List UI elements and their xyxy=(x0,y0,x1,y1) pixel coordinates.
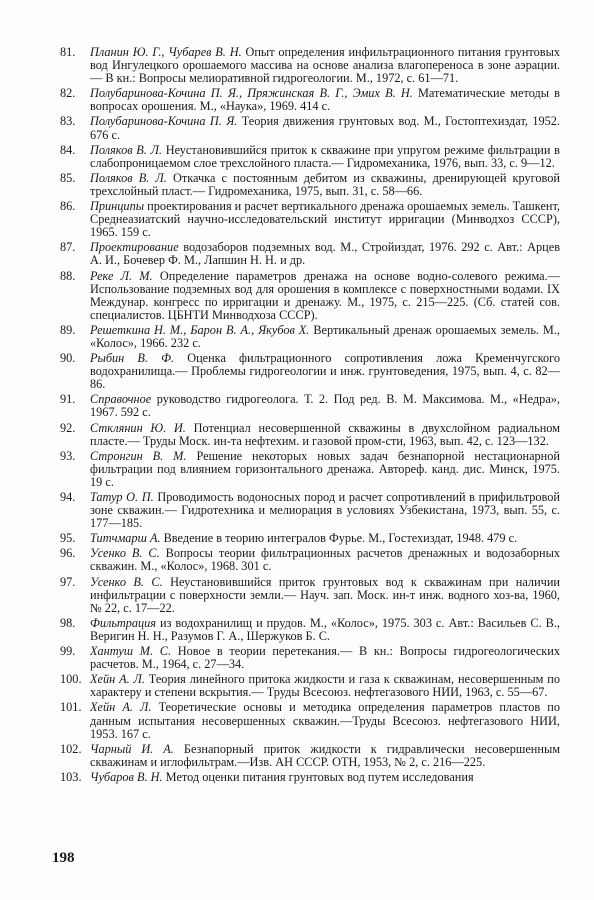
reference-list xyxy=(60,46,560,786)
reference-author: Справочное xyxy=(90,392,152,407)
reference-entry xyxy=(60,771,560,784)
reference-entry xyxy=(60,645,560,671)
reference-text: водозаборов подземных вод. М., Стройиздат, 1976. 292 с. Авт.: Арцев А. И., Бочевер Ф. М., Лапшин Н. Н. и др. xyxy=(90,240,560,268)
reference-text: Вертикальный дренаж орошаемых земель. М., «Колос», 1966. 232 с. xyxy=(90,322,561,350)
reference-text: Безнапорный приток жидкости к гидравлически несовершенным скважинам и иглофильтрам.—Изв. АН СССР. ОТН, 1953, № 2, с. 216—225. xyxy=(90,741,560,769)
reference-body xyxy=(90,771,560,784)
reference-number: 97. xyxy=(60,574,76,589)
reference-entry xyxy=(60,144,560,170)
reference-body xyxy=(90,422,560,448)
reference-body xyxy=(90,743,560,769)
reference-body xyxy=(90,352,560,391)
reference-author: Поляков В. Л. xyxy=(90,170,167,185)
reference-text: Теория линейного притока жидкости и газа к скважинам, несовершенным по характеру и степени вскрытия.— Труды Всесоюз. нефтегазового НИИ, 1963, с. 55—67. xyxy=(90,672,561,700)
reference-number: 93. xyxy=(60,448,76,463)
reference-entry xyxy=(60,422,560,448)
reference-number: 100. xyxy=(60,672,82,687)
reference-entry xyxy=(60,241,560,267)
reference-number: 82. xyxy=(60,86,76,101)
reference-body xyxy=(90,547,560,573)
reference-text: Неустановившийся приток к скважине при упругом режиме фильтрации в слабопроницаемом слое трехслойного пласта.— Гидромеханика, 1976, вып. 33, с. 9—12. xyxy=(90,142,560,170)
reference-number: 94. xyxy=(60,490,76,504)
reference-number: 98. xyxy=(60,615,76,630)
reference-author: Поляков В. Л. xyxy=(90,142,162,157)
reference-text: из водохранилищ и прудов. М., «Колос», 1975. 303 с. Авт.: Васильев С. В., Веригин Н. Н., Разумов Г. А., Шержуков Б. С. xyxy=(90,615,561,643)
reference-number: 96. xyxy=(60,546,76,561)
reference-number: 92. xyxy=(60,420,76,435)
reference-entry xyxy=(60,352,560,391)
reference-body xyxy=(90,450,560,489)
reference-text: Решение некоторых новых задач безнапорной нестационарной фильтрации под влиянием горизонтального дренажа. Автореф. канд. дис. Минск, 1975. 19 с. xyxy=(90,448,560,489)
reference-number: 83. xyxy=(60,114,76,129)
reference-number: 90. xyxy=(60,351,76,366)
reference-author: Решеткина Н. М., Барон В. А., Якубов Х. xyxy=(90,322,310,337)
reference-entry xyxy=(60,87,560,113)
reference-text: Теория движения грунтовых вод. М., Гостоптехиздат, 1952. 676 с. xyxy=(90,114,560,142)
reference-entry xyxy=(60,617,560,643)
reference-body xyxy=(90,645,560,671)
reference-author: Хейн А. Л. xyxy=(90,700,152,715)
reference-text: Проводимость водоносных пород и расчет сопротивлений в прифильтровой зоне скважин.— Гидротехника и мелиорация в условиях Узбекистана, 1973, вып. 55, с. 177—185. xyxy=(90,490,560,531)
reference-author: Фильтрация xyxy=(90,615,157,630)
reference-entry xyxy=(60,532,560,545)
reference-text: проектирования и расчет вертикального дренажа орошаемых земель. Ташкент, Среднеазиатский научно-исследовательский институт ирригации (Минводхоз СССР), 1965. 159 с. xyxy=(90,199,561,240)
reference-number: 84. xyxy=(60,142,76,157)
reference-text: руководство гидрогеолога. Т. 2. Под ред. В. М. Максимова. М., «Недра», 1967. 592 с. xyxy=(90,392,561,420)
reference-author: Принципы xyxy=(90,199,145,214)
reference-text: Новое в теории перетекания.— В кн.: Вопросы гидрогеологических расчетов. М., 1964, с. 27—34. xyxy=(90,644,561,672)
reference-number: 85. xyxy=(60,170,76,185)
reference-text: Метод оценки питания грунтовых вод путем исследования xyxy=(165,769,474,784)
reference-author: Хейн А. Л. xyxy=(90,672,145,687)
reference-author: Планин Ю. Г., Чубарев В. Н. xyxy=(90,45,242,59)
reference-text: Оценка фильтрационного сопротивления ложа Кременчугского водохранилища.— Проблемы гидрогеологии и инж. грунтоведения, 1975, вып. 4, с. 82—86. xyxy=(90,351,560,392)
reference-entry xyxy=(60,576,560,615)
reference-body xyxy=(90,144,560,170)
reference-body xyxy=(90,532,560,545)
reference-number: 103. xyxy=(60,769,82,784)
reference-author: Рыбин В. Ф. xyxy=(90,351,175,366)
reference-author: Усенко В. С. xyxy=(90,574,163,589)
reference-entry xyxy=(60,200,560,239)
reference-text: Вопросы теории фильтрационных расчетов дренажных и водозаборных скважин. М., «Колос», 1968. 301 с. xyxy=(90,546,560,574)
reference-body xyxy=(90,270,560,322)
reference-text: Откачка с постоянным дебитом из скважины, дренирующей круговой трехслойный пласт.— Гидромеханика, 1975, вып. 31, с. 58—66. xyxy=(90,170,560,198)
reference-body xyxy=(90,576,560,615)
reference-body xyxy=(90,393,560,419)
reference-author: Чарный И. А. xyxy=(90,741,174,756)
reference-entry xyxy=(60,46,560,85)
reference-author: Реке Л. М. xyxy=(90,268,153,283)
reference-text: Опыт определения инфильтрационного питания грунтовых вод Ингулецкого орошаемого массива на основе анализа влагопереноса в зоне аэрации.— В кн.: Вопросы мелиоративной гидрогеологии. М., 1972, с. 61—71. xyxy=(90,45,561,86)
reference-author: Стронгин В. М. xyxy=(90,448,187,463)
reference-author: Титчмарш А. xyxy=(90,531,161,546)
reference-entry xyxy=(60,172,560,198)
reference-author: Стклянин Ю. И. xyxy=(90,420,186,435)
reference-number: 102. xyxy=(60,741,82,756)
reference-number: 81. xyxy=(60,45,76,59)
reference-author: Полубаринова-Кочина П. Я., Пряжинская В. Г., Эмих В. Н. xyxy=(90,86,413,101)
reference-text: Теоретические основы и методика определения параметров пластов по данным испытания несовершенных скважин.—Труды Всесоюз. нефтегазового НИИ, 1953. 167 с. xyxy=(90,700,561,741)
reference-entry xyxy=(60,324,560,350)
reference-body xyxy=(90,46,560,85)
reference-entry xyxy=(60,115,560,141)
reference-number: 87. xyxy=(60,240,76,255)
reference-text: Определение параметров дренажа на основе водно-солевого режима.— Использование подземных вод для орошения в комплексе с поверхностными водами. IX Междунар. конгресс по ирригации и дренажу. М., 1975, с. 215—225. (Сб. статей сов. специалистов. ЦБНТИ Минводхоза СССР). xyxy=(90,268,561,322)
reference-author: Усенко В. С. xyxy=(90,546,160,561)
reference-number: 95. xyxy=(60,531,76,546)
reference-author: Хантуш М. С. xyxy=(90,644,172,659)
reference-body xyxy=(90,241,560,267)
reference-entry xyxy=(60,743,560,769)
reference-body xyxy=(90,200,560,239)
reference-body xyxy=(90,324,560,350)
reference-text: Математические методы в вопросах орошения. М., «Наука», 1969. 414 с. xyxy=(90,86,560,114)
reference-entry xyxy=(60,547,560,573)
page-number: 198 xyxy=(52,850,75,866)
reference-body xyxy=(90,617,560,643)
reference-number: 89. xyxy=(60,322,76,337)
reference-entry xyxy=(60,673,560,699)
reference-number: 99. xyxy=(60,644,76,659)
reference-number: 101. xyxy=(60,700,82,715)
reference-entry xyxy=(60,491,560,530)
reference-number: 91. xyxy=(60,392,76,407)
reference-entry xyxy=(60,701,560,740)
reference-author: Проектирование xyxy=(90,240,179,255)
reference-entry xyxy=(60,393,560,419)
reference-text: Введение в теорию интегралов Фурье. М., Гостехиздат, 1948. 479 с. xyxy=(163,531,518,546)
reference-number: 86. xyxy=(60,199,76,214)
reference-body xyxy=(90,172,560,198)
reference-body xyxy=(90,87,560,113)
reference-body xyxy=(90,701,560,740)
reference-entry xyxy=(60,450,560,489)
reference-entry xyxy=(60,270,560,322)
reference-author: Чубаров В. Н. xyxy=(90,769,163,784)
reference-body xyxy=(90,115,560,141)
reference-number: 88. xyxy=(60,268,76,283)
reference-text: Неустановившийся приток грунтовых вод к скважинам при наличии инфильтрации с поверхности земли.— Науч. зап. Моск. ин-т инж. водного хоз-ва, 1960, № 22, с. 17—22. xyxy=(90,574,560,615)
reference-body xyxy=(90,491,560,530)
reference-author: Татур О. П. xyxy=(90,490,154,504)
reference-author: Полубаринова-Кочина П. Я. xyxy=(90,114,238,129)
reference-text: Потенциал несовершенной скважины в двухслойном радиальном пласте.— Труды Моск. ин-та нефтехим. и газовой пром-сти, 1963, вып. 42, с. 123—132. xyxy=(90,420,560,448)
reference-body xyxy=(90,673,560,699)
